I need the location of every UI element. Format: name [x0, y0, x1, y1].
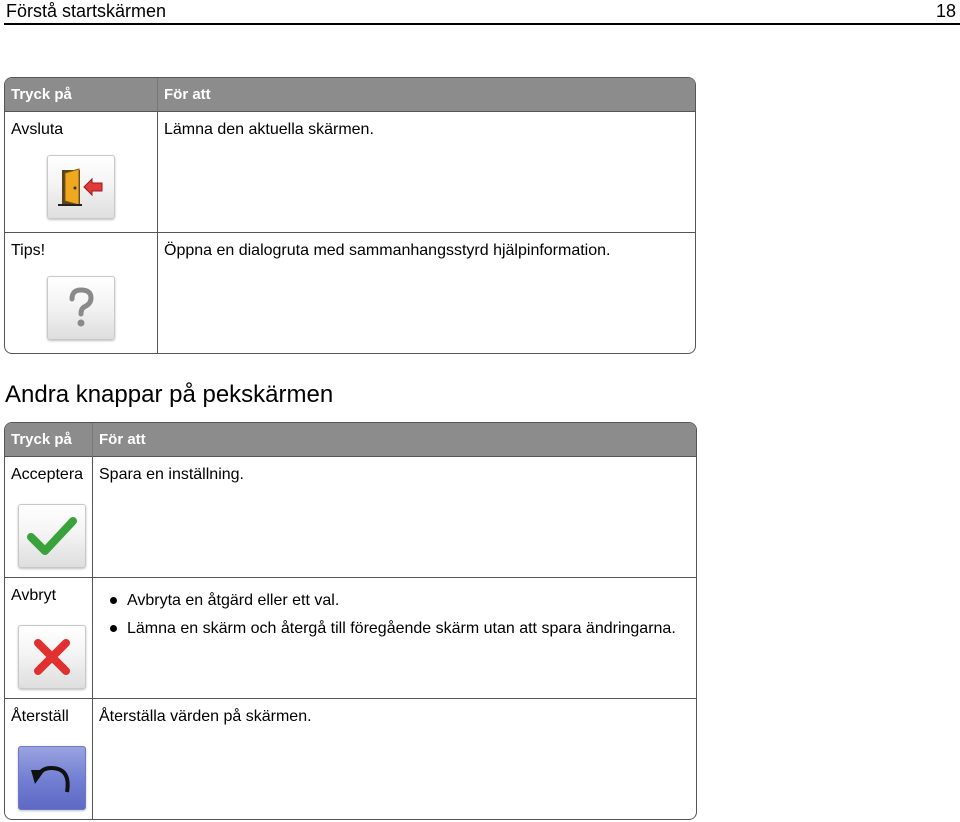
list-item: Avbryta en åtgärd eller ett val. [99, 587, 690, 615]
button-name: Återställ [11, 708, 69, 725]
table-row [5, 233, 695, 353]
list-item: Lämna en skärm och återgå till föregående skärm utan att spara ändringarna. [99, 615, 690, 643]
exit-door-icon [56, 164, 106, 210]
undo-arrow-icon [27, 756, 77, 800]
table-row [5, 112, 695, 233]
button-cell [5, 578, 93, 699]
exit-button[interactable] [47, 155, 115, 219]
bullet-list [99, 587, 690, 643]
description-cell [93, 578, 696, 699]
column-header-purpose: För att [93, 423, 696, 457]
column-header-press: Tryck på [5, 423, 93, 457]
table-row [5, 578, 696, 699]
reset-button[interactable] [18, 746, 86, 810]
page-header [4, 0, 960, 25]
column-header-purpose: För att [158, 78, 695, 112]
section-title: Andra knappar på pekskärmen [5, 381, 334, 408]
description-cell: Spara en inställning. [93, 457, 696, 578]
button-cell [5, 233, 158, 353]
table-header-row [5, 423, 696, 457]
description-cell: Återställa värden på skärmen. [99, 708, 312, 725]
checkmark-icon [25, 513, 79, 559]
button-cell [5, 112, 158, 233]
question-mark-icon [61, 286, 101, 330]
table-row [5, 699, 696, 819]
x-cross-icon [30, 635, 74, 679]
button-cell [5, 699, 93, 819]
description-cell: Öppna en dialogruta med sammanhangsstyrd hjälpinformation. [164, 242, 611, 259]
buttons-table-1 [4, 77, 696, 354]
page-title: Förstå startskärmen [6, 1, 167, 21]
tips-button[interactable] [47, 276, 115, 340]
table-row [5, 457, 696, 578]
button-name: Avbryt [11, 587, 57, 604]
description-cell: Lämna den aktuella skärmen. [158, 112, 695, 233]
button-name: Acceptera [11, 466, 84, 483]
cancel-button[interactable] [18, 625, 86, 689]
table-header-row [5, 78, 695, 112]
page-number: 18 [935, 1, 956, 21]
buttons-table-2 [4, 422, 697, 820]
button-cell [5, 457, 93, 578]
accept-button[interactable] [18, 504, 86, 568]
button-name: Tips! [11, 242, 46, 259]
column-header-press: Tryck på [5, 78, 158, 112]
button-name: Avsluta [11, 121, 64, 138]
